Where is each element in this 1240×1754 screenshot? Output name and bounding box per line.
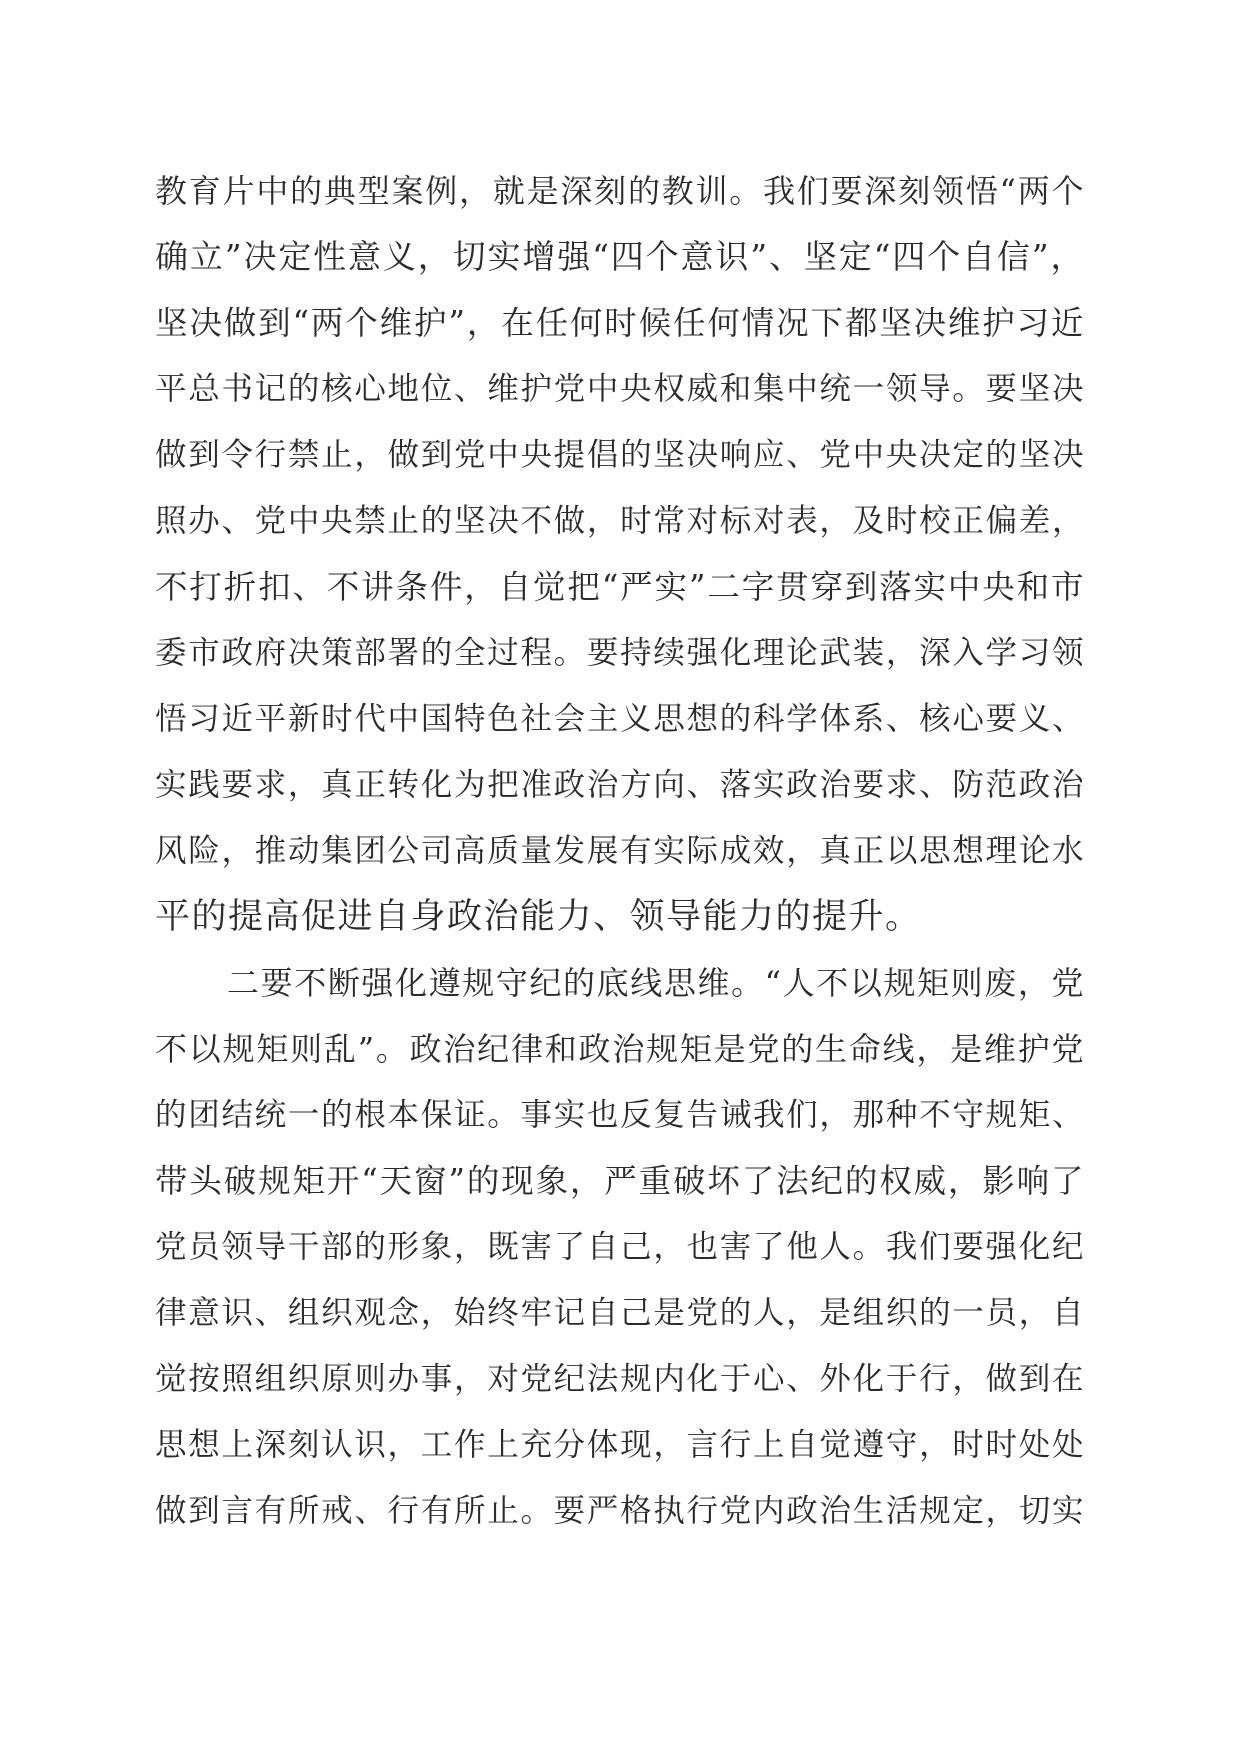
text-line: 律意识、组织观念，始终牢记自己是党的人，是组织的一员，自 — [155, 1295, 1085, 1331]
text-line: 实践要求，真正转化为把准政治方向、落实政治要求、防范政治 — [155, 767, 1085, 803]
text-line: 照办、党中央禁止的坚决不做，时常对标对表，及时校正偏差， — [155, 503, 1085, 539]
text-line: 确立”决定性意义，切实增强“四个意识”、坚定“四个自信”， — [155, 237, 1085, 276]
text-line: 带头破规矩开“天窗”的现象，严重破坏了法纪的权威，影响了 — [155, 1162, 1085, 1200]
text-line: 思想上深刻认识，工作上充分体现，言行上自觉遵守，时时处处 — [155, 1427, 1085, 1463]
text-line: 悟习近平新时代中国特色社会主义思想的科学体系、核心要义、 — [155, 701, 1085, 737]
text-line: 风险，推动集团公司高质量发展有实际成效，真正以思想理论水 — [155, 833, 1085, 869]
text-line-paragraph-end: 平的提高促进自身政治能力、领导能力的提升。 — [155, 897, 922, 937]
text-line: 的团结统一的根本保证。事实也反复告诫我们，那种不守规矩、 — [155, 1097, 1085, 1133]
text-line: 做到言有所戒、行有所止。要严格执行党内政治生活规定，切实 — [155, 1493, 1085, 1529]
text-line: 平总书记的核心地位、维护党中央权威和集中统一领导。要坚决 — [155, 371, 1085, 407]
text-line: 不以规矩则乱”。政治纪律和政治规矩是党的生命线，是维护党 — [155, 1030, 1085, 1068]
text-line: 做到令行禁止，做到党中央提倡的坚决响应、党中央决定的坚决 — [155, 437, 1085, 473]
text-line: 委市政府决策部署的全过程。要持续强化理论武装，深入学习领 — [155, 635, 1085, 671]
text-line: 党员领导干部的形象，既害了自己，也害了他人。我们要强化纪 — [155, 1229, 1085, 1265]
text-line: 坚决做到“两个维护”，在任何时候任何情况下都坚决维护习近 — [155, 304, 1085, 342]
text-line: 不打折扣、不讲条件，自觉把“严实”二字贯穿到落实中央和市 — [155, 568, 1085, 606]
body-text — [155, 158, 1085, 1544]
text-line-paragraph-start: 二要不断强化遵规守纪的底线思维。“人不以规矩则废，党 — [227, 964, 1085, 1002]
text-line: 教育片中的典型案例，就是深刻的教训。我们要深刻领悟“两个 — [155, 172, 1085, 210]
text-line: 觉按照组织原则办事，对党纪法规内化于心、外化于行，做到在 — [155, 1361, 1085, 1397]
